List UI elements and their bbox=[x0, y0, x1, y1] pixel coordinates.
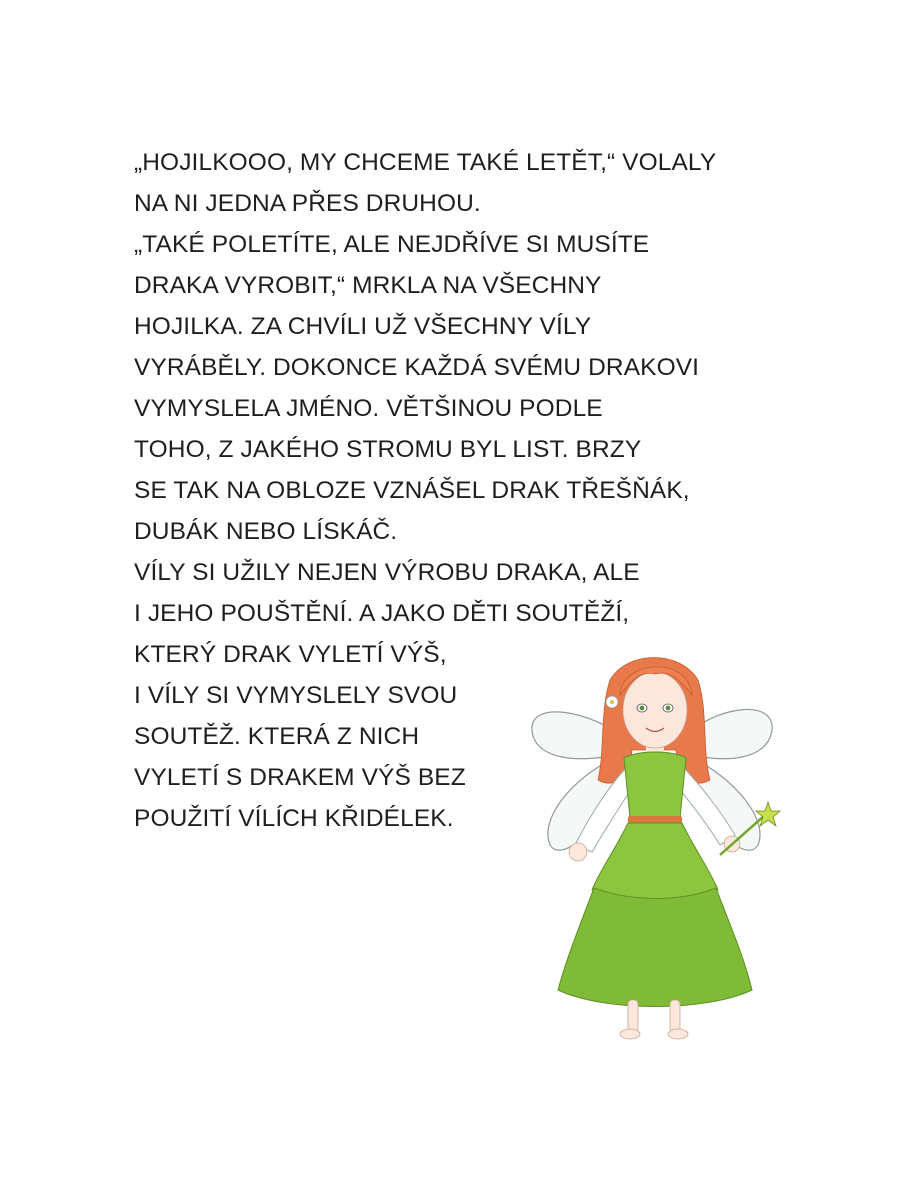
dress-bodice bbox=[624, 752, 686, 818]
story-line: SOUTĚŽ. KTERÁ Z NICH bbox=[134, 723, 420, 750]
story-line: SE TAK NA OBLOZE VZNÁŠEL DRAK TŘEŠŇÁK, bbox=[134, 477, 690, 504]
story-line: VÍLY SI UŽILY NEJEN VÝROBU DRAKA, ALE bbox=[134, 559, 640, 586]
story-line: POUŽITÍ VÍLÍCH KŘIDÉLEK. bbox=[134, 805, 454, 832]
story-line: VYMYSLELA JMÉNO. VĚTŠINOU PODLE bbox=[134, 395, 603, 422]
dress-skirt-lower bbox=[558, 888, 752, 1007]
story-line: KTERÝ DRAK VYLETÍ VÝŠ, bbox=[134, 641, 447, 668]
story-line: I JEHO POUŠTĚNÍ. A JAKO DĚTI SOUTĚŽÍ, bbox=[134, 600, 630, 627]
dress-skirt-upper bbox=[592, 823, 718, 899]
story-line: HOJILKA. ZA CHVÍLI UŽ VŠECHNY VÍLY bbox=[134, 313, 592, 340]
story-line: VYLETÍ S DRAKEM VÝŠ BEZ bbox=[134, 764, 466, 791]
story-line: „TAKÉ POLETÍTE, ALE NEJDŘÍVE SI MUSÍTE bbox=[134, 231, 650, 258]
story-line: I VÍLY SI VYMYSLELY SVOU bbox=[134, 682, 458, 709]
story-line: „HOJILKOOO, MY CHCEME TAKÉ LETĚT,“ VOLALY bbox=[134, 149, 717, 176]
face bbox=[623, 672, 687, 748]
story-line: TOHO, Z JAKÉHO STROMU BYL LIST. BRZY bbox=[134, 436, 642, 463]
flower-icon bbox=[606, 696, 618, 708]
story-line: DUBÁK NEBO LÍSKÁČ. bbox=[134, 518, 398, 545]
fairy-illustration-icon bbox=[520, 640, 790, 1050]
dress-belt bbox=[628, 816, 682, 823]
story-line: DRAKA VYROBIT,“ MRKLA NA VŠECHNY bbox=[134, 272, 602, 299]
story-line: VYRÁBĚLY. DOKONCE KAŽDÁ SVÉMU DRAKOVI bbox=[134, 354, 700, 381]
story-line: NA NI JEDNA PŘES DRUHOU. bbox=[134, 190, 481, 217]
